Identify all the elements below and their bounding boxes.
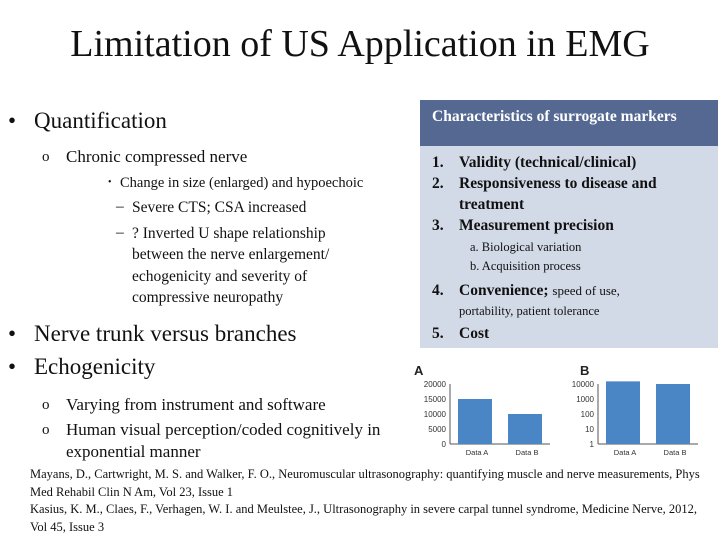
item-number: 2. [432,175,444,192]
y-tick-label: 1 [589,440,594,449]
surrogate-markers-box [420,100,718,348]
dash-item-severe [8,197,408,219]
sub-bullet-varying [8,394,408,416]
x-tick-label: Data B [515,448,539,457]
bullet-echogenicity [8,352,408,382]
chart-bar [458,399,492,444]
y-tick-label: 0 [441,440,446,449]
item-text: Convenience; [459,282,549,299]
reference-1: Mayans, D., Cartwright, M. S. and Walker, F. O., Neuromuscular ultrasonography: quantifying muscle and nerve measurements, Phys Med Rehabil Clin N Am, Vol 23, Issue 1 [30,467,700,499]
item-number: 3. [432,217,444,234]
small-bullet-glyph: • [108,177,112,188]
item-number: 4. [432,282,444,299]
circle-bullet-glyph: o [42,421,50,438]
item-extra: speed of use, [552,283,620,298]
y-tick-label: 10000 [423,410,446,419]
y-tick-label: 5000 [428,425,446,434]
change-text: Change in size (enlarged) and hypoechoic [120,175,364,191]
sub-bullet-chronic [8,146,408,168]
bullet-glyph: • [8,320,17,346]
chronic-text: Chronic compressed nerve [66,147,248,166]
x-tick-label: Data A [465,448,489,457]
y-tick-label: 1000 [576,395,594,404]
box-header: Characteristics of surrogate markers [420,100,718,146]
sub-item-a: a. Biological variation [470,240,582,254]
sub-bullet-human [8,419,408,463]
bullet-glyph: • [8,353,17,379]
item-text: Responsiveness to disease and treatment [459,175,657,213]
quantification-text: Quantification [34,108,167,133]
y-tick-label: 100 [580,410,594,419]
varying-text: Varying from instrument and software [66,394,326,414]
references [30,466,710,536]
x-tick-label: Data A [613,448,637,457]
y-tick-label: 20000 [423,380,446,389]
reference-2: Kasius, K. M., Claes, F., Verhagen, W. I. and Meulstee, J., Ultrasonography in severe carpal tunnel syndrome, Medicine Nerve, 2012, Vol 45, Issue 3 [30,502,698,534]
left-column [8,106,408,463]
sub-sub-bullet-change [8,173,408,193]
y-tick-label: 10000 [571,380,594,389]
y-tick-label: 10 [585,425,594,434]
dash-glyph: – [116,223,124,241]
convenience-continued: portability, patient tolerance [459,304,600,318]
comparison-bar-charts [412,362,712,462]
chart-bar [508,414,542,444]
numbered-item [432,280,712,301]
chart-bar [606,381,640,444]
y-tick-label: 15000 [423,395,446,404]
circle-bullet-glyph: o [42,149,50,165]
item-number: 5. [432,325,444,342]
dash-glyph: – [116,198,124,215]
bullet-quantification [8,106,408,136]
bullet-glyph: • [8,108,17,133]
chart-panel-label: B [580,363,590,378]
item-number: 1. [432,154,444,171]
nerve-trunk-text: Nerve trunk versus branches [34,320,297,346]
numbered-item [432,152,712,173]
item-text: Validity (technical/clinical) [459,154,637,171]
x-tick-label: Data B [663,448,687,457]
circle-bullet-glyph: o [42,396,50,413]
numbered-item [432,215,712,236]
slide-title: Limitation of US Application in EMG [70,23,650,65]
box-body [420,146,718,344]
bullet-nerve-trunk [8,319,408,349]
chart-panel-label: A [414,363,424,378]
human-text: Human visual perception/coded cognitively in exponential manner [66,419,381,461]
chart-bar [656,384,690,444]
echogenicity-text: Echogenicity [34,353,156,379]
item-text: Cost [459,325,490,342]
inverted-text: ? Inverted U shape relationship between the nerve enlargement/ echogenicity and severity of compressive neuropathy [132,224,330,306]
dash-item-inverted [8,223,408,309]
numbered-item [432,323,712,344]
item-text: Measurement precision [459,217,614,234]
sub-item-b: b. Acquisition process [470,259,581,273]
severe-text: Severe CTS; CSA increased [132,199,307,216]
numbered-item [432,173,712,215]
